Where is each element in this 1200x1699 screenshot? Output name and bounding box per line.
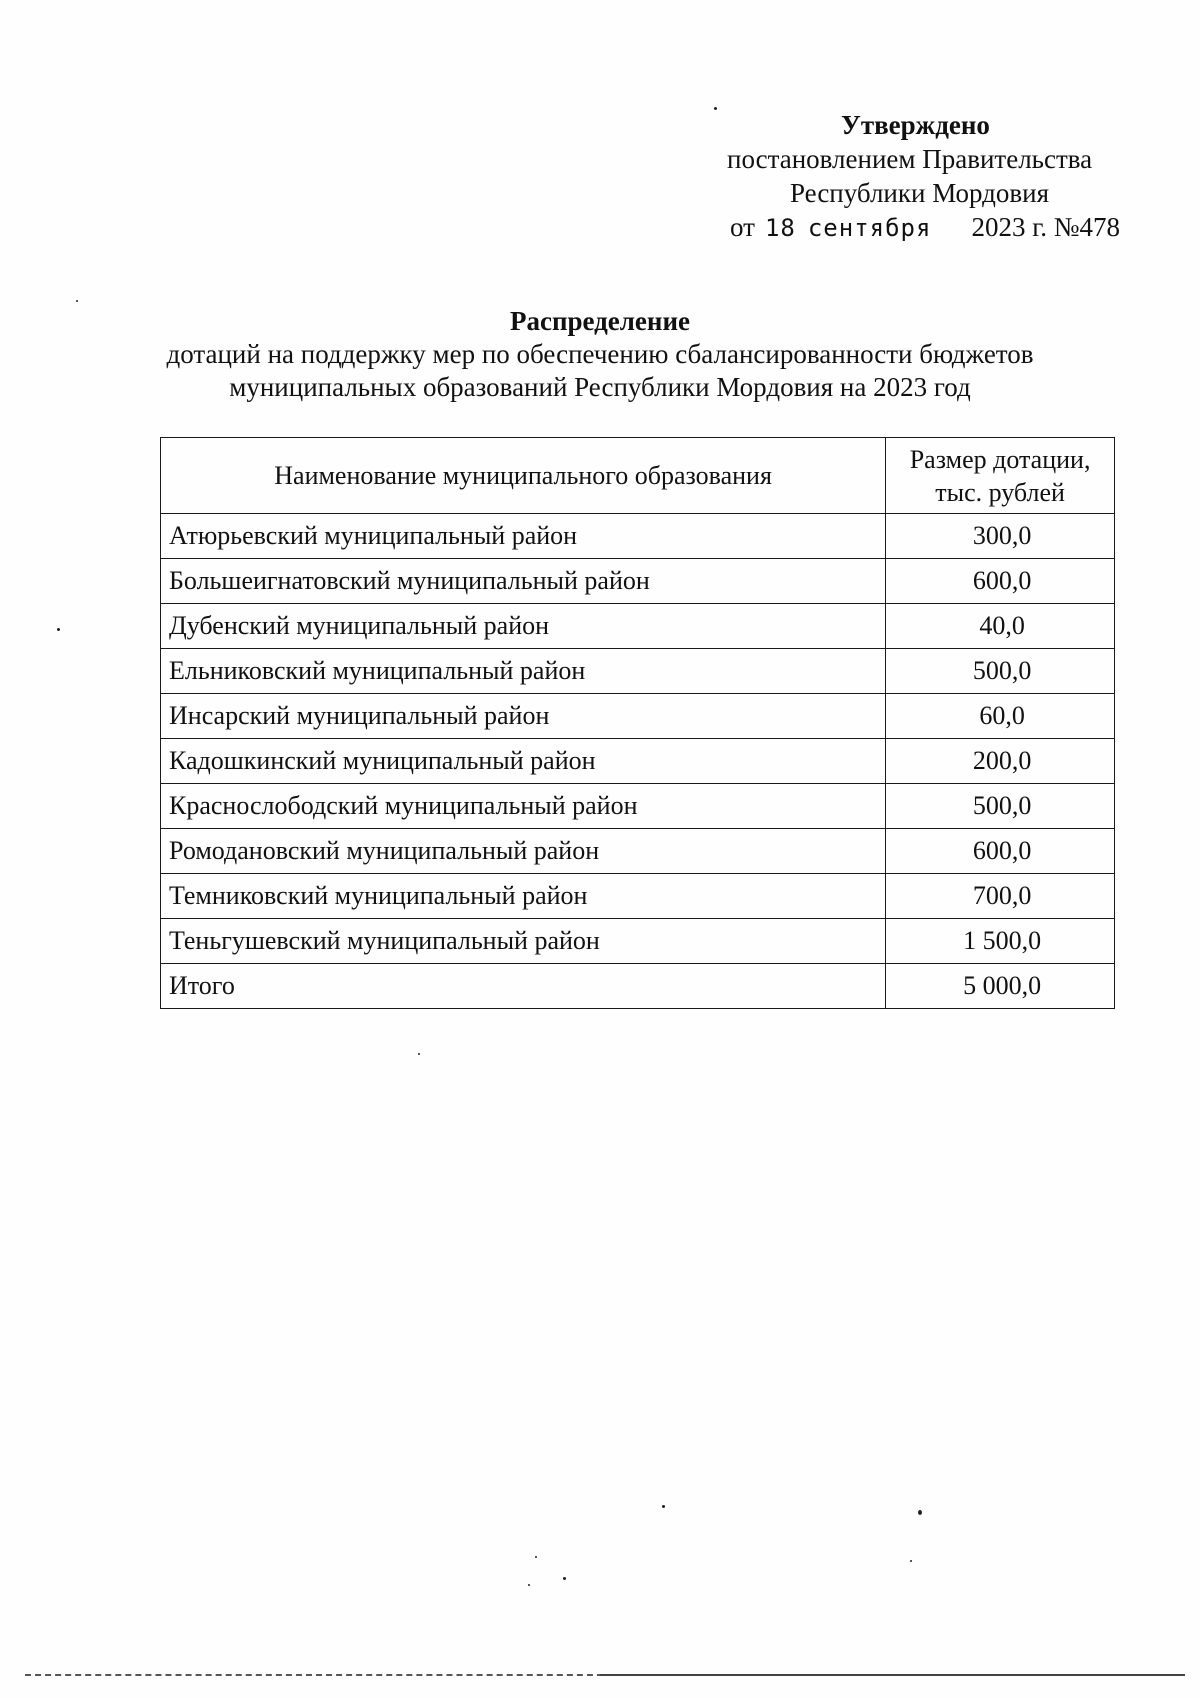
row-municipality-name: Инсарский муниципальный район — [161, 694, 886, 739]
table-row — [161, 739, 1115, 784]
decree-number: №478 — [1053, 212, 1120, 242]
table-row — [161, 604, 1115, 649]
total-amount: 5 000,0 — [886, 964, 1115, 1009]
row-grant-amount: 500,0 — [886, 649, 1115, 694]
document-heading: Распределение — [509, 306, 691, 336]
scan-speck — [528, 1584, 530, 1586]
row-grant-amount: 300,0 — [886, 514, 1115, 559]
document-title-block — [100, 305, 1100, 404]
row-municipality-name: Ромодановский муниципальный район — [161, 829, 886, 874]
row-grant-amount: 600,0 — [886, 829, 1115, 874]
scan-speck — [535, 1556, 537, 1558]
row-grant-amount: 200,0 — [886, 739, 1115, 784]
scan-speck — [57, 628, 60, 631]
header-amount-line-1: Размер дотации, — [909, 444, 1091, 474]
header-grant-amount — [886, 438, 1115, 514]
scan-bottom-line — [600, 1674, 1185, 1676]
total-label: Итого — [161, 964, 886, 1009]
scan-speck — [910, 1560, 912, 1562]
date-prefix: от — [730, 212, 755, 242]
row-municipality-name: Дубенский муниципальный район — [161, 604, 886, 649]
header-amount-line-2: тыс. рублей — [935, 477, 1065, 507]
table-row — [161, 694, 1115, 739]
row-municipality-name: Темниковский муниципальный район — [161, 874, 886, 919]
document-subtitle-line-1: дотаций на поддержку мер по обеспечению сбалансированности бюджетов — [166, 339, 1034, 369]
row-grant-amount: 40,0 — [886, 604, 1115, 649]
approval-decree-line: постановлением Правительства — [727, 144, 1093, 174]
grant-distribution-table — [160, 437, 1115, 1009]
approval-republic-line: Республики Мордовия — [790, 178, 1050, 208]
date-year: 2023 г. — [971, 212, 1047, 242]
table-header-row — [161, 438, 1115, 514]
scan-speck — [563, 1577, 566, 1580]
scan-speck — [662, 1505, 665, 1508]
table-row — [161, 829, 1115, 874]
row-municipality-name: Кадошкинский муниципальный район — [161, 739, 886, 784]
row-grant-amount: 1 500,0 — [886, 919, 1115, 964]
scan-speck — [714, 107, 717, 110]
row-municipality-name: Атюрьевский муниципальный район — [161, 514, 886, 559]
row-municipality-name: Краснослободский муниципальный район — [161, 784, 886, 829]
row-grant-amount: 600,0 — [886, 559, 1115, 604]
date-month: сентября — [807, 214, 932, 242]
table-row — [161, 919, 1115, 964]
date-day: 18 — [764, 214, 796, 242]
table-row — [161, 784, 1115, 829]
approval-title: Утверждено — [841, 110, 990, 140]
table-row — [161, 874, 1115, 919]
approval-date-line — [730, 210, 1120, 245]
scan-speck — [418, 1053, 420, 1055]
row-grant-amount: 700,0 — [886, 874, 1115, 919]
table-total-row — [161, 964, 1115, 1009]
header-municipality-name: Наименование муниципального образования — [161, 438, 886, 514]
table-row — [161, 559, 1115, 604]
scan-speck — [76, 300, 78, 302]
row-municipality-name: Теньгушевский муниципальный район — [161, 919, 886, 964]
row-municipality-name: Большеигнатовский муниципальный район — [161, 559, 886, 604]
row-municipality-name: Ельниковский муниципальный район — [161, 649, 886, 694]
scan-speck — [918, 1510, 922, 1515]
table-row — [161, 514, 1115, 559]
row-grant-amount: 500,0 — [886, 784, 1115, 829]
row-grant-amount: 60,0 — [886, 694, 1115, 739]
document-subtitle-line-2: муниципальных образований Республики Мордовия на 2023 год — [229, 372, 971, 402]
table-row — [161, 649, 1115, 694]
